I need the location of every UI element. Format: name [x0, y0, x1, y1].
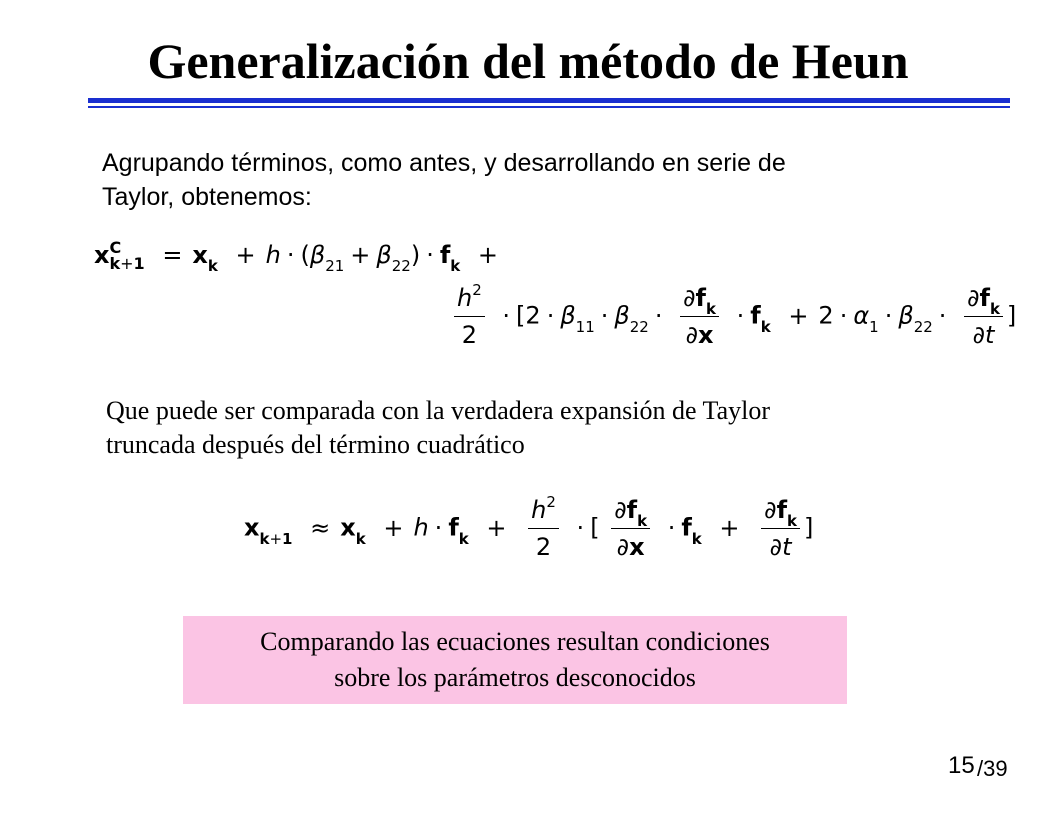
intro-paragraph [102, 146, 982, 214]
slide-title: Generalización del método de Heun [147, 33, 909, 89]
conclusion-note-box [183, 616, 847, 704]
comparison-line-2: truncada después del término cuadrático [106, 430, 525, 459]
title-rule-thin [88, 106, 1010, 108]
page-total: /39 [977, 756, 1008, 781]
intro-line-1: Agrupando términos, como antes, y desarrollando en serie de [102, 149, 786, 177]
note-line-1: Comparando las ecuaciones resultan condiciones [260, 627, 770, 656]
heun-equation-line-2: $\frac{h^2}{2}$ · [$2 \cdot \beta_{11} \cdot \beta_{22}$ · $\frac{\partial f_k}{\partial x}$ · $f_k + 2 \cdot \alpha_1 \cdot \beta_{22}$ · $\frac{\partial f_k}{\partial t}$ ] [450, 284, 1016, 349]
comparison-line-1: Que puede ser comparada con la verdadera expansión de Taylor [106, 396, 771, 425]
taylor-equation: $x_{k+1} \approx x_k + h \cdot f_k$ + $\frac{h^2}{2}$ · [ $\frac{\partial f_k}{\partial x}$ · $f_k$ + $\frac{\partial f_k}{\partial t}$ ] [244, 493, 814, 561]
comparison-paragraph [106, 394, 986, 462]
page-number: 15 [948, 752, 975, 779]
heun-equation-line-1: x C k+1 = $x_k + h \cdot (\beta_{21} + \beta_{22}) \cdot f_k$ + [94, 238, 499, 275]
intro-line-2: Taylor, obtenemos: [102, 183, 312, 211]
note-line-2: sobre los parámetros desconocidos [334, 663, 696, 692]
title-rule-thick [88, 98, 1010, 103]
